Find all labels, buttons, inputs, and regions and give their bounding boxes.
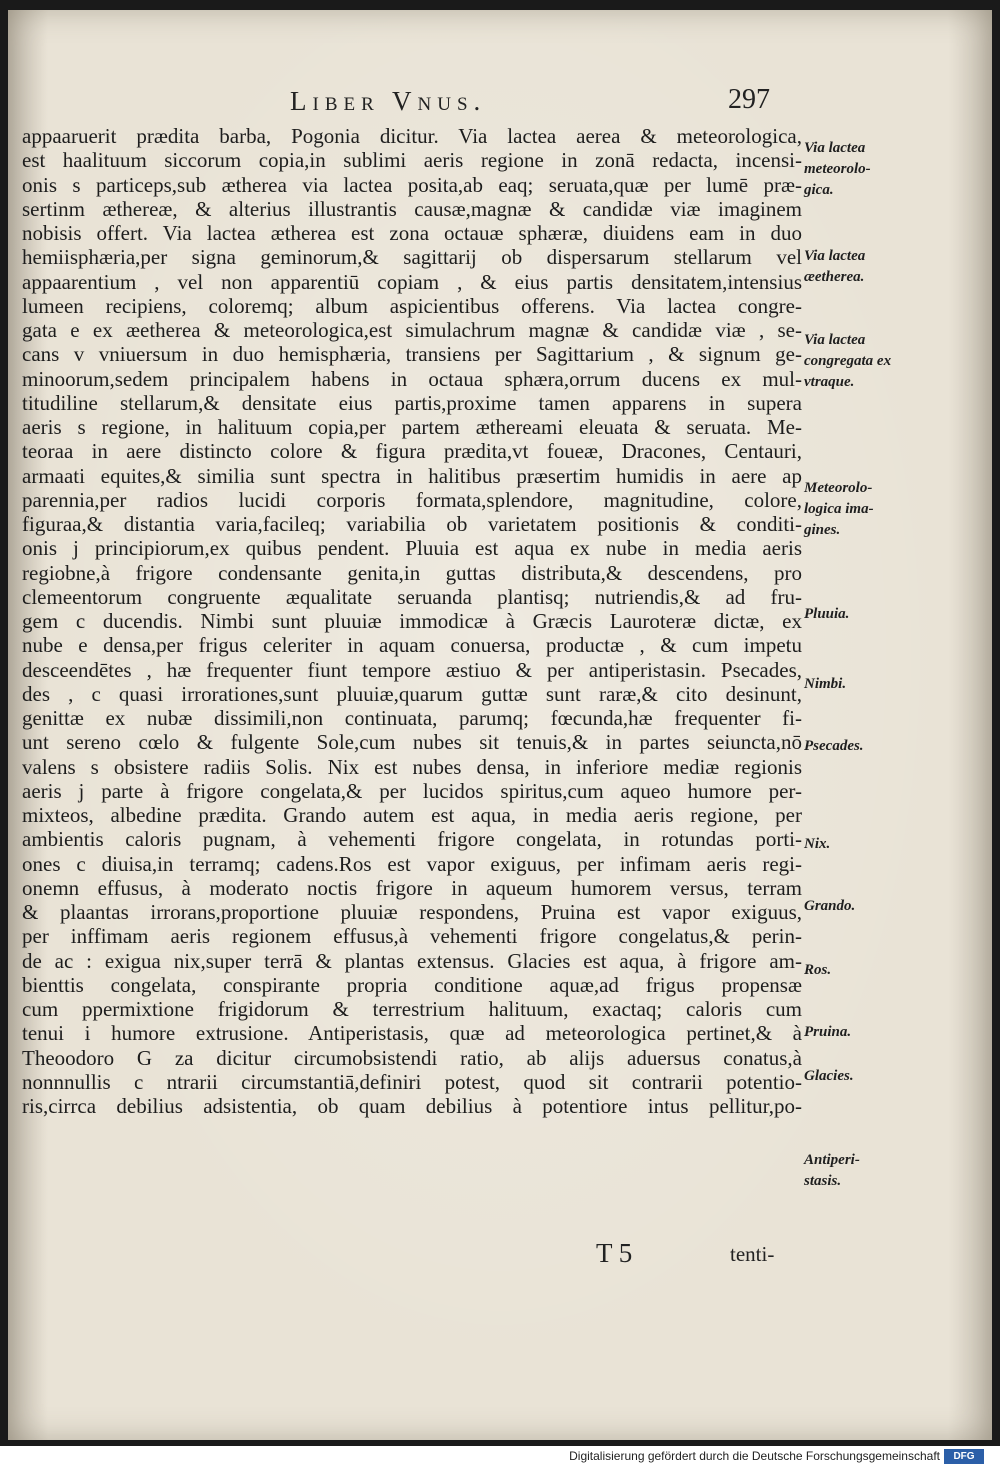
text-line: hemiisphæria,per signa geminorum,& sagittarij ob dispersarum stellarum vel <box>22 245 802 270</box>
text-line: tenui i humore extrusione. Antiperistasis, quæ ad meteorologica pertinet,& à <box>22 1021 802 1046</box>
text-line: mixteos, albedine prædita. Grando autem est aqua, in media aeris regione, per <box>22 803 802 827</box>
text-line: cum ppermixtione frigidorum & terrestrium halituum, exactaq; caloris cum <box>22 997 802 1021</box>
text-line: parennia,per radios lucidi corporis formata,splendore, magnitudine, colore, <box>22 487 802 512</box>
marginal-note: Via lactea congregata ex vtraque. <box>804 332 892 390</box>
marginal-note: Glacies. <box>804 1068 854 1084</box>
marginal-note: Psecades. <box>804 738 864 754</box>
text-line: gata e ex æetherea & meteorologica,est simulachrum magnæ & candidæ viæ , se- <box>22 318 802 342</box>
text-line: sertinm æthereæ, & alterius illustrantis causæ,magnæ & candidæ viæ imaginem <box>22 196 802 221</box>
marginal-note: Ros. <box>804 962 832 978</box>
text-line: per inffimam aeris regionem effusus,à vehementi frigore congelatus,& perin- <box>22 924 802 949</box>
text-line: ris,cirrca debilius adsistentia, ob quam debilius à potentiore intus pellitur,po- <box>22 1094 802 1118</box>
dfg-logo: DFG <box>944 1449 984 1464</box>
text-line: bienttis congelata, conspirante propria conditione aquæ,ad frigus propensæ <box>22 972 802 997</box>
marginal-note: Pruina. <box>804 1024 852 1040</box>
footer-credit: Digitalisierung gefördert durch die Deutsche Forschungsgemeinschaft <box>569 1449 940 1463</box>
text-line: nonnnullis c ntrarii circumstantiā,definiri potest, quod sit contrarii potentio- <box>22 1069 802 1094</box>
text-line: valens s obsistere radiis Solis. Nix est nubes densa, in inferiore mediæ regionis <box>22 754 802 779</box>
text-line: onemn effusus, à moderato noctis frigore in aqueum humorem versus, terram <box>22 875 802 900</box>
marginal-note: Via lactea meteorolo-gica. <box>804 140 871 198</box>
text-line: armaati equites,& similia sunt spectra in halitibus præsertim humidis in aere ap <box>22 463 802 488</box>
text-line: desceendētes , hæ frequenter fiunt tempore æstiuo & per antiperistasin. Psecades, <box>22 657 802 682</box>
marginal-note: Nix. <box>804 836 831 852</box>
text-line: appaaruerit prædita barba, Pogonia dicitur. Via lactea aerea & meteorologica, <box>22 124 802 148</box>
text-line: aeris s regione, in halituum copia,per partem æthereami eleuata & seruata. Me- <box>22 415 802 439</box>
text-line: clemeentorum congruente æqualitate seruanda plantisq; nutriendis,& ad fru- <box>22 584 802 609</box>
text-line: unt sereno cœlo & fulgente Sole,cum nubes sit tenuis,& in partes seiuncta,nō <box>22 730 802 755</box>
text-line: Theoodoro G za dicitur circumobsistendi ratio, ab alijs aduersus conatus,à <box>22 1045 802 1070</box>
marginal-note: Meteorolo-logica ima-gines. <box>804 480 874 538</box>
text-line: appaarentium , vel non apparentiū copiam , & eius partis densitatem,intensius <box>22 269 802 294</box>
text-line: genittæ ex nubæ dissimili,non continuata, parumq; fœcunda,hæ frequenter fi- <box>22 706 802 730</box>
text-line: onis s particeps,sub ætherea via lactea posita,ab eaq; seruata,quæ per lumē præ- <box>22 172 802 197</box>
text-line: minoorum,sedem principalem habens in octaua sphæra,orrum ducens ex mul- <box>22 366 802 391</box>
text-line: aeris j parte à frigore congelata,& per lucidos spiritus,cum aqueo humore per- <box>22 778 802 803</box>
text-line: est haalituum siccorum copia,in sublimi aeris regione in zonā redacta, incensi- <box>22 148 802 173</box>
text-line: nube e densa,per frigus celeriter in aquam conuersa, productæ , & cum impetu <box>22 633 802 658</box>
text-line: ones c diuisa,in terramq; cadens.Ros est vapor exiguus, per infimam aeris regi- <box>22 851 802 876</box>
text-line: nobisis offert. Via lactea ætherea est zona octauæ sphæræ, diuidens eam in duo <box>22 221 802 245</box>
marginal-note: Antiperi-stasis. <box>804 1152 860 1189</box>
text-line: ambientis caloris pugnam, à vehementi frigore congelata, in rotundas porti- <box>22 827 802 852</box>
text-line: cans v vniuersum in duo hemisphæria, transiens per Sagittarium , & signum ge- <box>22 342 802 367</box>
text-line <box>22 1118 802 1142</box>
signature-mark: T 5 <box>596 1238 633 1268</box>
body-text <box>22 124 802 1143</box>
marginal-note: Grando. <box>804 898 856 914</box>
text-line: onis j principiorum,ex quibus pendent. Pluuia est aqua ex nube in media aeris <box>22 536 802 561</box>
marginal-note: Nimbi. <box>804 676 847 692</box>
text-line: de ac : exigua nix,super terrā & plantas extensus. Glacies est aqua, à frigore am- <box>22 948 802 973</box>
marginal-note: Via lactea æetherea. <box>804 248 866 285</box>
text-line: & plaantas irrorans,proportione pluuiæ respondens, Pruina est vapor exiguus, <box>22 900 802 924</box>
text-line: gem c ducendis. Nimbi sunt pluuiæ immodicæ à Græcis Lauroteræ dictæ, ex <box>22 609 802 633</box>
marginal-note: Pluuia. <box>804 606 850 622</box>
text-line: teoraa in aere distincto colore & figura prædita,vt foueæ, Dracones, Centauri, <box>22 439 802 464</box>
catchword: tenti- <box>730 1242 775 1266</box>
page-number: 297 <box>728 84 770 115</box>
text-line: des , c quasi irrorationes,sunt pluuiæ,quarum guttæ sunt raræ,& cito desinunt, <box>22 681 802 706</box>
text-line: titudiline stellarum,& densitate eius partis,proxime tamen apparens in supera <box>22 390 802 415</box>
text-line: regiobne,à frigore condensante genita,in guttas distributa,& descendens, pro <box>22 560 802 585</box>
running-title: Liber Vnus. <box>290 86 487 116</box>
text-line: figuraa,& distantia varia,facileq; variabilia ob varietatem positionis & conditi- <box>22 512 802 536</box>
text-line: lumeen recipiens, coloremq; album aspicientibus offerens. Via lactea congre- <box>22 293 802 318</box>
